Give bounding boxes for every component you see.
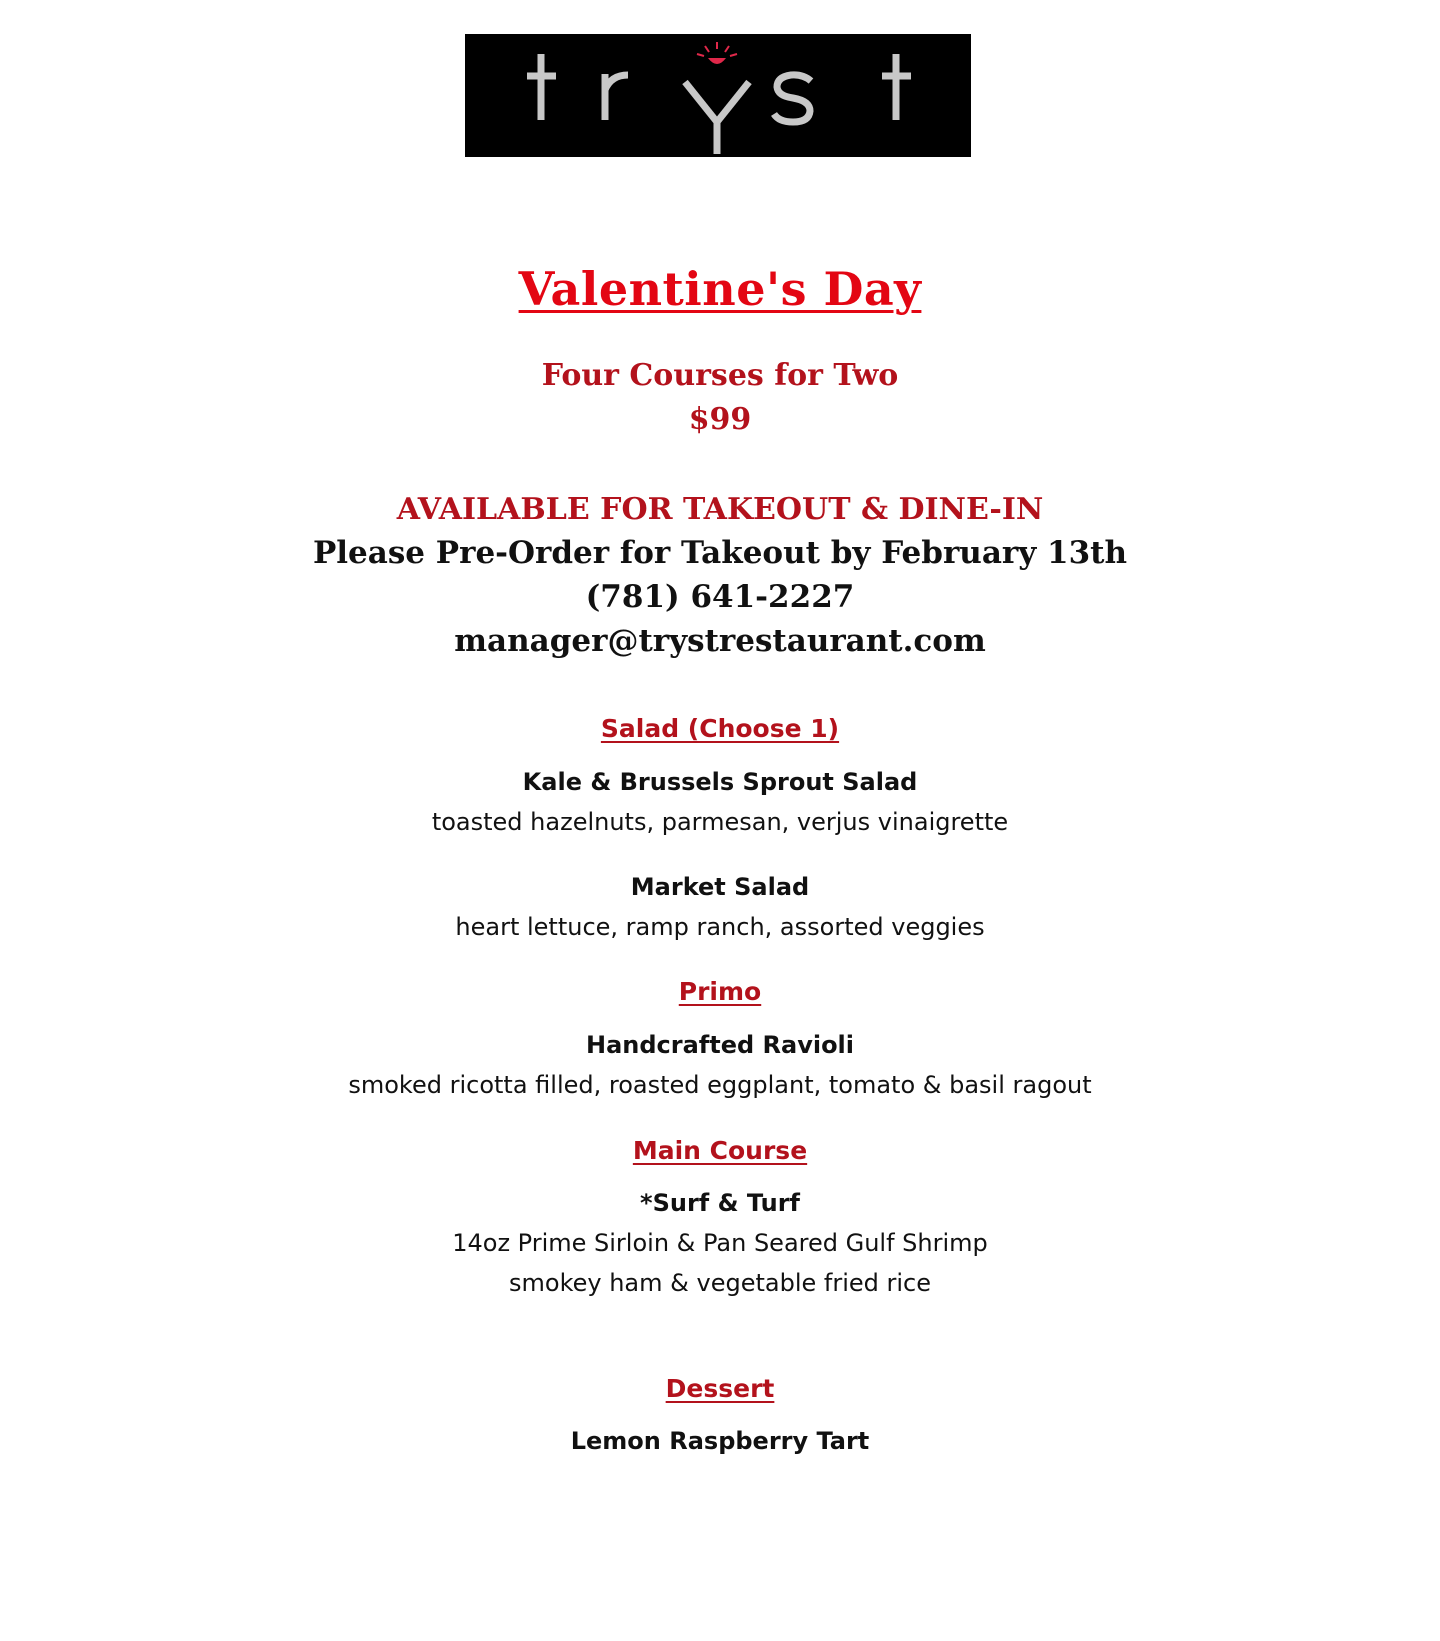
section-heading-main-course: Main Course xyxy=(632,1136,808,1165)
dish-name: Handcrafted Ravioli xyxy=(585,1031,855,1059)
offer-price: $99 xyxy=(688,402,752,437)
tryst-logo xyxy=(465,34,971,157)
dish-name: Lemon Raspberry Tart xyxy=(570,1427,870,1455)
section-heading-salad: Salad (Choose 1) xyxy=(600,714,840,743)
offer-subtitle: Four Courses for Two xyxy=(541,358,899,393)
page-title: Valentine's Day xyxy=(518,262,922,316)
phone-number[interactable]: (781) 641-2227 xyxy=(585,579,855,615)
section-heading-primo: Primo xyxy=(678,977,762,1006)
section-heading-dessert: Dessert xyxy=(665,1374,775,1403)
sun-accent-icon xyxy=(697,42,737,64)
email-address[interactable]: manager@trystrestaurant.com xyxy=(454,623,986,659)
dish-name: Kale & Brussels Sprout Salad xyxy=(522,768,918,796)
dish-name: *Surf & Turf xyxy=(640,1189,800,1217)
availability-notice: AVAILABLE FOR TAKEOUT & DINE-IN xyxy=(396,492,1044,527)
dish-name: Market Salad xyxy=(630,873,810,901)
dish-description: heart lettuce, ramp ranch, assorted veggies xyxy=(455,913,985,941)
tryst-logo-mark xyxy=(465,34,971,157)
dish-description: smoked ricotta filled, roasted eggplant, tomato & basil ragout xyxy=(348,1071,1092,1099)
preorder-notice: Please Pre-Order for Takeout by February 13th xyxy=(312,535,1128,571)
dish-description: 14oz Prime Sirloin & Pan Seared Gulf Shrimp xyxy=(452,1229,988,1257)
dish-description: toasted hazelnuts, parmesan, verjus vinaigrette xyxy=(431,808,1009,836)
dish-description: smokey ham & vegetable fried rice xyxy=(509,1269,931,1297)
